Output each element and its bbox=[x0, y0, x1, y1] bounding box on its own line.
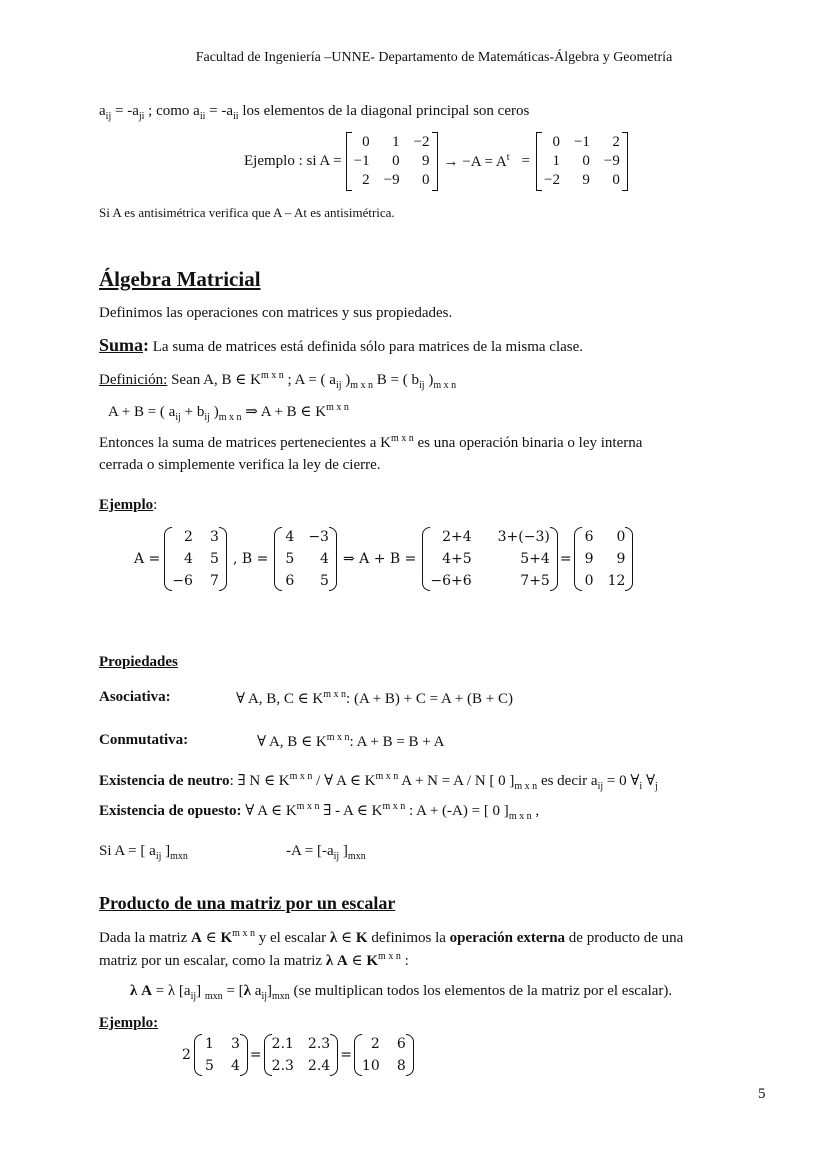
matrix-cell: 3+(−3) bbox=[497, 529, 550, 545]
example-2-label: Ejemplo: bbox=[99, 497, 158, 513]
matrix-a-transpose bbox=[536, 132, 628, 191]
product-text-line-1: Dada la matriz A ∈ $K^{m x n}$ y el escalar λ ∈ K definimos la operación externa de producto de una bbox=[99, 928, 684, 946]
sum-definition: A + B = ( $a_{ij} + b_{ij}$ )$_{m x n}$ ⇒ A + B ∈ $K^{m x n}$ bbox=[108, 402, 349, 423]
matrix-cell: −9 bbox=[603, 153, 620, 169]
suma-heading: Suma: La suma de matrices está definida sólo para matrices de la misma clase. bbox=[99, 335, 584, 355]
matrix-cell: −1 bbox=[353, 153, 370, 169]
negative-a-definition: $-A = [-a_{ij}$ ]$_{mxn}$ bbox=[286, 843, 366, 862]
matrix-cell: 1 bbox=[205, 1036, 214, 1052]
matrix-cell: 2.4 bbox=[307, 1058, 331, 1074]
matrix-cell: 1 bbox=[552, 153, 560, 169]
matrix-cell: 4+5 bbox=[442, 551, 472, 567]
matrix-cell: 5 bbox=[285, 551, 295, 567]
matrix-cell: 12 bbox=[607, 573, 626, 589]
matrix-cell: 3 bbox=[231, 1036, 240, 1052]
closure-line-1: Entonces la suma de matrices pertenecientes a $K^{m x n}$ es una operación binaria o ley interna bbox=[99, 433, 643, 451]
matrix-cell: 1 bbox=[392, 134, 400, 150]
property-associative-formula: ∀ A, B, C ∈ $K^{m x n}$: (A + B) + C = A + (B + C) bbox=[236, 689, 513, 707]
matrix-cell: 0 bbox=[612, 172, 620, 188]
matrix-cell: 2 bbox=[370, 1036, 380, 1052]
propiedades-heading: Propiedades bbox=[99, 654, 178, 670]
matrix-cell: 0 bbox=[392, 153, 400, 169]
matrix-result bbox=[354, 1034, 414, 1076]
matrix-cell: 0 bbox=[584, 573, 594, 589]
page-header: Facultad de Ingeniería –UNNE- Departamento de Matemáticas-Álgebra y Geometría bbox=[195, 50, 673, 65]
closure-line-2: cerrada o simplemente verifica la ley de cierre. bbox=[99, 457, 381, 473]
a-label: A = bbox=[134, 551, 161, 567]
matrix-cell: 5 bbox=[210, 551, 219, 567]
property-opposite: Existencia de opuesto: ∀ A ∈ $K^{m x n}$ ∃ - A ∈ $K^{m x n}$ : A + (-A) = [ 0 ]$_{m x n}$ , bbox=[99, 801, 540, 822]
product-text-line-2: matriz por un escalar, como la matriz λ A ∈ $K^{m x n}$ : bbox=[99, 951, 409, 969]
matrix-cell: 2.3 bbox=[271, 1058, 294, 1074]
matrix-cell: −2 bbox=[413, 134, 430, 150]
property-neutral: Existencia de neutro: ∃ N ∈ $K^{m x n}$ / ∀ A ∈ $K^{m x n}$ A + N = A / N [ 0 ]$_{m x n}$ es decir $a_{ij} = 0$ $\forall_i$ $\forall_j$ bbox=[99, 771, 658, 792]
matrix-cell: 6 bbox=[285, 573, 295, 589]
example-3-label: Ejemplo: bbox=[99, 1015, 159, 1031]
equals-sign: = bbox=[340, 1047, 352, 1063]
matrix-cell: 6 bbox=[396, 1036, 406, 1052]
matrix-cell: 4 bbox=[231, 1058, 240, 1074]
matrix-cell: 2+4 bbox=[442, 529, 472, 545]
matrix-cell: −2 bbox=[543, 172, 560, 188]
matrix-cell: −6+6 bbox=[430, 573, 472, 589]
matrix-sum-expanded bbox=[422, 527, 557, 591]
example-scalar-product bbox=[182, 1034, 414, 1076]
matrix-cell: 9 bbox=[422, 153, 430, 169]
matrix-cell: 0 bbox=[422, 172, 430, 188]
property-associative: Asociativa: bbox=[99, 689, 171, 705]
antisymmetric-note: Si A es antisimétrica verifica que A – At es antisimétrica. bbox=[99, 205, 395, 220]
matrix-cell: 3 bbox=[210, 529, 219, 545]
scalar-value: 2 bbox=[182, 1047, 191, 1063]
matrix-cell: 4 bbox=[320, 551, 329, 567]
section-title-producto: Producto de una matriz por un escalar bbox=[99, 893, 396, 913]
matrix-cell: 0 bbox=[362, 134, 370, 150]
product-formula: λ A = λ $[a_{ij}] _{mxn} = [\lambda$ $a_{ij}]_{mxn}$ (se multiplican todos los elementos de la matriz por el escalar). bbox=[130, 983, 673, 1002]
matrix-cell: 0 bbox=[552, 134, 560, 150]
matrix-products bbox=[264, 1034, 339, 1076]
matrix-cell: 0 bbox=[582, 153, 590, 169]
matrix-a bbox=[346, 132, 438, 191]
matrix-cell: 9 bbox=[584, 551, 594, 567]
property-commutative: Conmutativa: bbox=[99, 732, 189, 748]
page-number: 5 bbox=[758, 1086, 766, 1102]
matrix-cell: 5 bbox=[205, 1058, 214, 1074]
matrix-a bbox=[164, 527, 227, 591]
matrix-cell: 7+5 bbox=[520, 573, 550, 589]
matrix-cell: 5 bbox=[320, 573, 329, 589]
matrix-cell: 6 bbox=[584, 529, 594, 545]
example-sum bbox=[134, 527, 633, 591]
matrix-result bbox=[574, 527, 634, 591]
implies-sum: ⇒ A + B = bbox=[342, 551, 417, 567]
diagonal-statement: $a_{ij} = -a_{ji}$ ; como $a_{ii} = -a_{ii}$ los elementos de la diagonal principal son ceros bbox=[99, 103, 530, 122]
b-label: , B = bbox=[232, 551, 269, 567]
matrix-cell: −1 bbox=[573, 134, 590, 150]
intro-text: Definimos las operaciones con matrices y sus propiedades. bbox=[99, 305, 453, 321]
matrix-b bbox=[274, 527, 337, 591]
equals-sign: = bbox=[249, 1047, 262, 1063]
matrix-cell: 0 bbox=[616, 529, 626, 545]
matrix-cell: 10 bbox=[361, 1058, 380, 1074]
equals-sign: = bbox=[559, 551, 572, 567]
matrix-cell: 2.3 bbox=[307, 1036, 331, 1052]
matrix-cell: 2 bbox=[612, 134, 620, 150]
property-commutative-formula: ∀ A, B ∈ $K^{m x n}$: A + B = B + A bbox=[257, 732, 445, 750]
matrix-cell: 8 bbox=[396, 1058, 406, 1074]
matrix-cell: 5+4 bbox=[520, 551, 550, 567]
equals-sign: = bbox=[521, 153, 530, 169]
matrix-cell: 4 bbox=[184, 551, 193, 567]
matrix-cell: 4 bbox=[285, 529, 295, 545]
matrix-cell: 7 bbox=[210, 573, 219, 589]
matrix-cell: −3 bbox=[308, 529, 329, 545]
matrix-cell: 9 bbox=[616, 551, 626, 567]
si-a-definition: Si A = [ $a_{ij}$ ]$_{mxn}$ bbox=[99, 843, 188, 862]
definition-line: Definición: Sean A, B ∈ $K^{m x n}$ ; A = ( $a_{ij}$ )$_{m x n}$ B = ( $b_{ij}$ )$_{m x n}$ bbox=[99, 370, 457, 391]
matrix-cell: −9 bbox=[383, 172, 400, 188]
matrix-cell: 2 bbox=[184, 529, 193, 545]
matrix-cell: 2 bbox=[362, 172, 370, 188]
section-title-algebra-matricial: Álgebra Matricial bbox=[99, 267, 261, 291]
matrix-cell: −6 bbox=[172, 573, 193, 589]
example-antisymmetric bbox=[244, 132, 628, 191]
example-label: Ejemplo : si A = bbox=[244, 153, 342, 169]
negation-arrow: → $-A = A^t$ bbox=[443, 152, 510, 170]
matrix-cell: 9 bbox=[582, 172, 590, 188]
matrix-cell: 2.1 bbox=[271, 1036, 294, 1052]
matrix-original bbox=[194, 1034, 248, 1076]
